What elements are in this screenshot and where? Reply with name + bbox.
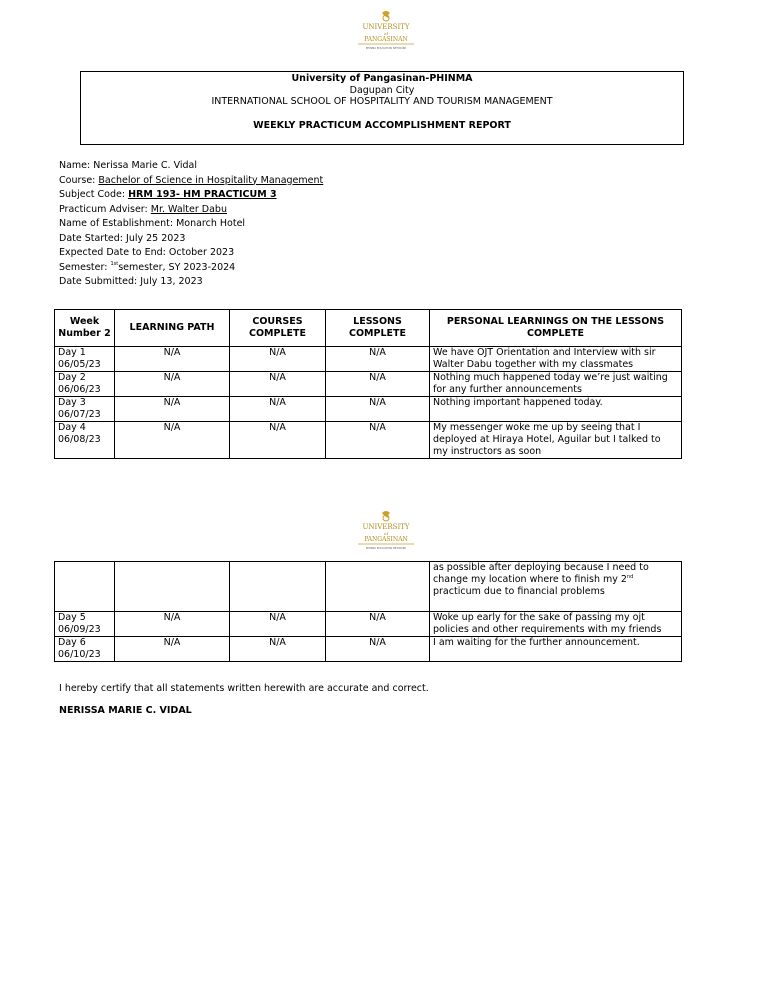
table-row: Day 5 06/09/23 N/A N/A N/A Woke up early for the sake of passing my ojt policies and other requirements with my friends [55,612,682,637]
certification-statement: I hereby certify that all statements written herewith are accurate and correct. [59,683,429,694]
table-row-continuation: as possible after deploying because I need to change my location where to finish my 2nd practicum due to financial problems [55,562,682,612]
header-report-title: WEEKLY PRACTICUM ACCOMPLISHMENT REPORT [253,119,511,131]
logo-line3: PANGASINAN [364,536,408,543]
info-date-end: Expected Date to End: October 2023 [59,247,235,258]
info-date-started: Date Started: July 25 2023 [59,232,186,244]
header-courses: COURSES COMPLETE [230,310,326,347]
university-logo [352,9,420,53]
table-row: Day 3 06/07/23 N/A N/A N/A Nothing important happened today. [55,397,682,422]
info-establishment: Name of Establishment: Monarch Hotel [59,218,246,229]
logo-line1: UNIVERSITY [362,23,410,31]
header-school: INTERNATIONAL SCHOOL OF HOSPITALITY AND TOURISM MANAGEMENT [211,96,553,107]
table-row: Day 4 06/08/23 N/A N/A N/A My messenger woke me up by seeing that I deployed at Hiraya Hotel, Aguilar but I talked to my instructors as soon [55,422,682,459]
info-course: Course: Bachelor of Science in Hospitality Management [59,174,324,186]
accomplishment-table-continued [54,561,682,662]
logo-line1: UNIVERSITY [362,523,410,531]
logo-tagline: PHINMA EDUCATION NETWORK [365,47,407,50]
university-logo-page2 [352,509,420,553]
table-row: Day 2 06/06/23 N/A N/A N/A Nothing much happened today we’re just waiting for any further announcements [55,372,682,397]
logo-tagline: PHINMA EDUCATION NETWORK [365,547,407,550]
header-city: Dagupan City [349,84,415,96]
university-logo-emblem [352,9,420,53]
info-adviser: Practicum Adviser: Mr. Walter Dabu [59,203,227,215]
header-week: Week Number 2 [55,310,115,347]
table-row: Day 1 06/05/23 N/A N/A N/A We have OJT Orientation and Interview with sir Walter Dabu together with my classmates [55,347,682,372]
report-header [80,71,684,145]
info-name: Name: Nerissa Marie C. Vidal [59,160,198,171]
header-university: University of Pangasinan-PHINMA [291,73,473,84]
info-date-submitted: Date Submitted: July 13, 2023 [59,276,203,287]
table-header-row [55,310,682,347]
info-subject: Subject Code: HRM 193- HM PRACTICUM 3 [59,189,277,200]
logo-line2: of [384,31,388,36]
header-learnings: PERSONAL LEARNINGS ON THE LESSONS COMPLETE [430,310,682,347]
header-learning-path: LEARNING PATH [115,310,230,347]
header-lessons: LESSONS COMPLETE [326,310,430,347]
student-info [59,159,323,290]
accomplishment-table [54,309,682,459]
table-row: Day 6 06/10/23 N/A N/A N/A I am waiting for the further announcement. [55,637,682,662]
signature-name: NERISSA MARIE C. VIDAL [59,705,192,716]
info-semester: Semester: $^{1st}$semester, SY 2023-2024 [59,260,236,273]
logo-line3: PANGASINAN [364,36,408,43]
logo-line2: of [384,531,388,536]
university-logo-emblem [352,509,420,553]
